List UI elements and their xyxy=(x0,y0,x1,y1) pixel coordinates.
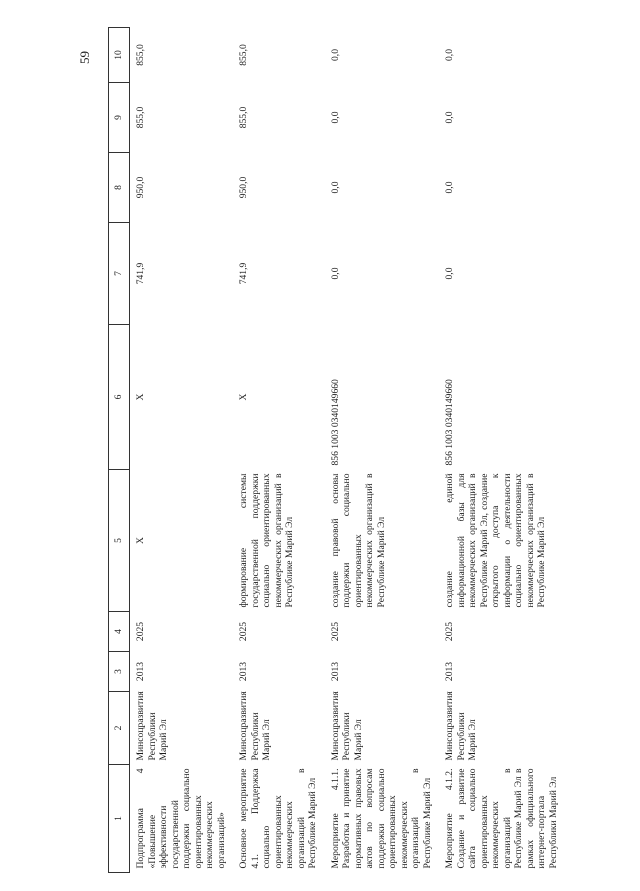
row-budget-code: X xyxy=(135,393,146,401)
row-executor: Минсоцразвития Республики Марий Эл xyxy=(238,691,272,761)
row-budget-code: 856 1003 0340149660 xyxy=(444,379,455,466)
table-row xyxy=(439,28,602,873)
table-row xyxy=(325,28,440,873)
row-value-9: 855,0 xyxy=(238,106,249,129)
column-header-10: 10 xyxy=(109,28,130,83)
row-value-7: 0,0 xyxy=(444,267,455,280)
row-value-7: 741,9 xyxy=(135,262,146,285)
column-header-8: 8 xyxy=(109,153,130,223)
row-value-10: 0,0 xyxy=(329,49,341,61)
row-value-7: 0,0 xyxy=(329,267,341,280)
rotated-table-container xyxy=(108,28,608,873)
row-name: Мероприятие 4.1.1. Разработка и принятие нормативных правовых актов по вопросам поддержки социально ориентированных некоммерческих организаций в Республике Марий Эл xyxy=(329,768,433,869)
page-number: 59 xyxy=(77,51,92,64)
row-value-9: 855,0 xyxy=(135,106,146,129)
row-start-year: 2013 xyxy=(444,661,455,682)
row-value-10: 855,0 xyxy=(135,44,146,66)
row-start-year: 2013 xyxy=(238,661,249,682)
row-value-10: 0,0 xyxy=(444,49,455,61)
column-header-3: 3 xyxy=(109,652,130,692)
row-result: формирование системы государственной поддержки социально ориентированных некоммерческих организаций в Республике Марий Эл xyxy=(238,473,295,608)
row-name: Подпрограмма 4 «Повышение эффективности государственной поддержки социально ориентированных некоммерческих организаций» xyxy=(135,768,227,869)
row-start-year: 2013 xyxy=(329,661,341,682)
column-header-4: 4 xyxy=(109,612,130,652)
row-name: Мероприятие 4.1.2. Создание и развитие сайта социально ориентированных некоммерческих организаций в Республике Марий Эл в рамках официального интернет-портала Республики Марий Эл xyxy=(444,768,559,869)
row-end-year: 2025 xyxy=(329,621,341,642)
row-end-year: 2025 xyxy=(444,621,455,642)
column-header-6: 6 xyxy=(109,325,130,470)
row-start-year: 2013 xyxy=(135,661,146,682)
table-row xyxy=(233,28,325,873)
row-executor: Минсоцразвития Республики Марий Эл xyxy=(444,691,478,761)
program-table xyxy=(108,27,602,873)
row-executor: Минсоцразвития Республики Марий Эл xyxy=(329,691,364,761)
row-value-9: 0,0 xyxy=(444,111,455,124)
header-row xyxy=(109,28,130,873)
row-result: создание правовой основы поддержки социально ориентированных некоммерческих организаций в Республике Марий Эл xyxy=(329,473,387,608)
column-header-7: 7 xyxy=(109,223,130,325)
column-header-2: 2 xyxy=(109,692,130,765)
column-header-5: 5 xyxy=(109,470,130,612)
row-result: X xyxy=(135,537,146,544)
row-end-year: 2025 xyxy=(135,621,146,642)
row-value-10: 855,0 xyxy=(238,44,249,66)
row-budget-code: 856 1003 0340149660 xyxy=(329,379,341,466)
row-executor: Минсоцразвития Республики Марий Эл xyxy=(135,691,169,761)
table-row xyxy=(130,28,234,873)
row-value-8: 950,0 xyxy=(135,176,146,199)
row-value-8: 0,0 xyxy=(329,181,341,194)
row-value-8: 0,0 xyxy=(444,181,455,194)
row-result: создание единой информационной базы для некоммерческих организаций в Республике Марий Эл, создание открытого доступа к информации о деятельности социально ориентированных некоммерческих организаций в Республике Марий Эл xyxy=(444,473,547,608)
row-value-7: 741,9 xyxy=(238,262,249,285)
row-budget-code: X xyxy=(238,393,249,401)
row-value-9: 0,0 xyxy=(329,111,341,124)
row-name: Основное мероприятие 4.1. Поддержка социально ориентированных некоммерческих организаций в Республике Марий Эл xyxy=(238,768,318,869)
row-value-8: 950,0 xyxy=(238,176,249,199)
column-header-1: 1 xyxy=(109,765,130,873)
row-end-year: 2025 xyxy=(238,621,249,642)
column-header-9: 9 xyxy=(109,83,130,153)
